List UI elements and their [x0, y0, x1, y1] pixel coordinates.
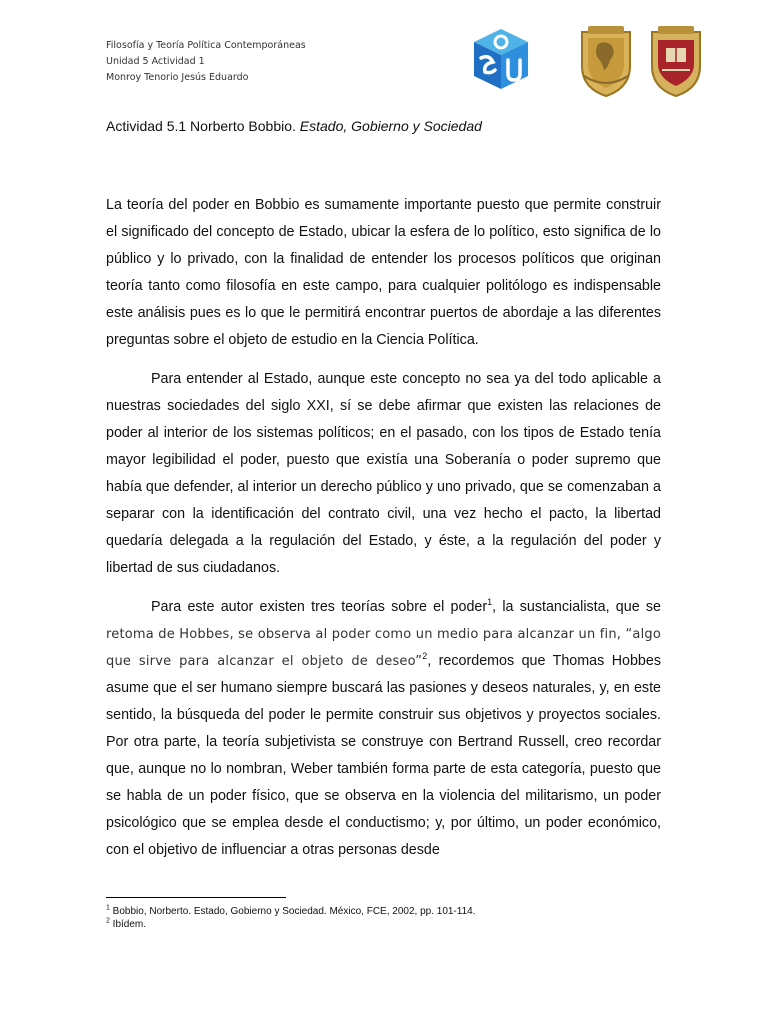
activity-title	[106, 118, 482, 134]
paragraph-3-part-b: , la sustancialista, que se	[492, 599, 661, 615]
footnote-2-mark: 2	[106, 917, 110, 925]
activity-title-italic: Estado, Gobierno y Sociedad	[299, 118, 482, 134]
footnote-2-text: Ibídem.	[109, 919, 147, 930]
footnote-1	[106, 905, 476, 918]
footnote-separator	[106, 897, 286, 898]
footnote-1-mark: 1	[106, 904, 110, 912]
header-unit: Unidad 5 Actividad 1	[106, 56, 205, 67]
header-course: Filosofía y Teoría Política Contemporáneas	[106, 40, 306, 51]
paragraph-2: Para entender al Estado, aunque este concepto no sea ya del todo aplicable a nuestras sociedades del siglo XXI, sí se debe afirmar que existen las relaciones de poder al interior de los sistemas políticos; en el pasado, con los tipos de Estado tenía mayor legibilidad el poder, puesto que existía una Soberanía o poder supremo que había que defender, al interior un derecho público y uno privado, que se comenzaban a separar con la identificación del contrato civil, una vez hecho el pacto, la libertad quedaría delegada a la regulación del Estado, y éste, a la regulación del poder y libertad de sus ciudadanos.	[106, 371, 661, 576]
hobbes-quote: retoma de Hobbes, se observa al poder como un medio para alcanzar un fin, “algo que sirve para alcanzar el objeto de deseo”	[106, 627, 661, 669]
paragraph-1: La teoría del poder en Bobbio es sumamente importante puesto que permite construir el significado del concepto de Estado, ubicar la esfera de lo político, esto significa de lo público y lo privado, con la finalidad de entender los procesos políticos que originan teoría tanto como filosofía en este campo, para cualquier politólogo es indispensable este análisis pues es lo que le permitirá encontrar puertos de abordaje a las diferentes preguntas sobre el objeto de estudio en la Ciencia Política.	[106, 197, 661, 348]
fcpys-seal	[644, 24, 708, 98]
header-author: Monroy Tenorio Jesús Eduardo	[106, 72, 249, 83]
essay-body	[106, 192, 661, 876]
footnote-1-text: Bobbio, Norberto. Estado, Gobierno y Sociedad. México, FCE, 2002, pp. 101-114.	[109, 906, 476, 917]
page-header	[106, 38, 306, 86]
sua-logo	[470, 26, 532, 92]
paragraph-3	[106, 594, 661, 864]
paragraph-3-part-a: Para este autor existen tres teorías sobre el poder	[151, 599, 488, 615]
paragraph-3-part-c: , recordemos que Thomas Hobbes asume que el ser humano siempre buscará las pasiones y deseos naturales, y, en este sentido, la búsqueda del poder le permite construir sus objetivos y proyectos sociales. Por otra parte, la teoría subjetivista se construye con Bertrand Russell, creo recordar que, aunque no lo nombran, Weber también forma parte de esta categoría, puesto que se habla de un poder físico, que se observa en la violencia del militarismo, un poder psicológico que se emplea desde el conductismo; y, por último, un poder económico, con el objetivo de influenciar a otras personas desde	[106, 653, 661, 858]
activity-title-main: Actividad 5.1 Norberto Bobbio.	[106, 118, 300, 134]
footnote-ref-2: 2	[422, 651, 428, 662]
footnote-2	[106, 918, 476, 931]
unam-seal	[574, 24, 638, 98]
footnote-ref-1: 1	[487, 597, 493, 608]
footnotes	[106, 905, 476, 931]
